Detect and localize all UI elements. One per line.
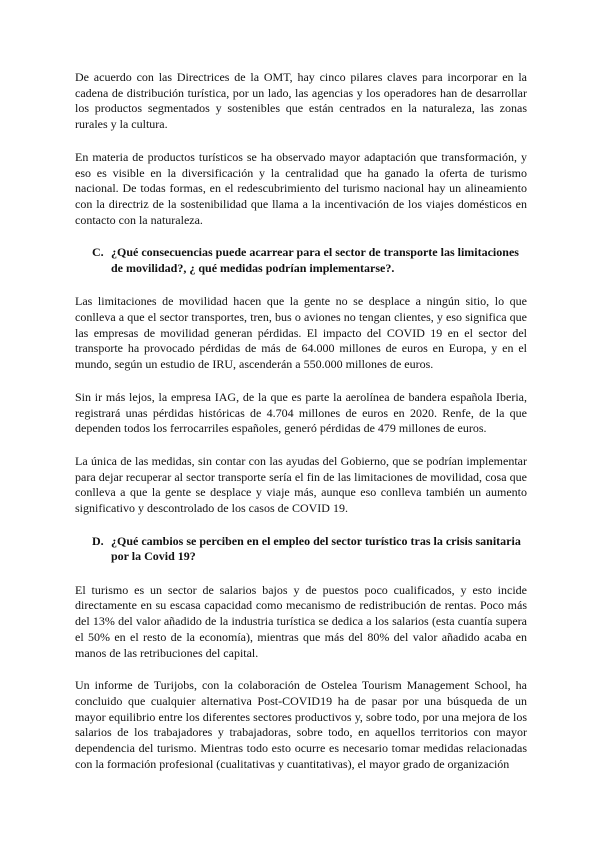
section-d-letter: D. xyxy=(92,533,104,548)
document-body xyxy=(75,70,527,790)
paragraph-medidas: La única de las medidas, sin contar con las ayudas del Gobierno, que se podrían implementar para dejar recuperar al sector transporte sería el fin de las limitaciones de movilidad, cosa que conlleva a que la gente se desplace y viaje más, aunque eso conlleva también un aumento significativo y descontrolado de los casos de COVID 19. xyxy=(75,453,527,516)
paragraph-productos-turisticos: En materia de productos turísticos se ha observado mayor adaptación que transformación, y eso es visible en la diversificación y la centralidad que ha ganado la oferta de turismo nacional. De todas formas, en el redescubrimiento del turismo nacional hay un alineamiento con la directriz de la sostenibilidad que llama a la incentivación de los viajes domésticos en contacto con la naturaleza. xyxy=(75,149,527,227)
section-c-heading xyxy=(75,245,527,276)
paragraph-salarios-turismo: El turismo es un sector de salarios bajos y de puestos poco cualificados, y esto incide directamente en su escasa capacidad como mecanismo de redistribución de rentas. Poco más del 13% del valor añadido de la industria turística se dedica a los salarios (esta cuantía supera el 50% en el resto de la economía), mientras que más del 80% del valor añadido acaba en manos de las retribuciones del capital. xyxy=(75,582,527,660)
section-d-title: ¿Qué cambios se perciben en el empleo del sector turístico tras la crisis sanitaria por la Covid 19? xyxy=(111,533,521,564)
paragraph-limitaciones-movilidad: Las limitaciones de movilidad hacen que la gente no se desplace a ningún sitio, lo que conlleva a que el sector transportes, tren, bus o aviones no tengan clientes, y eso significa que las empresas de movilidad generan pérdidas. El impacto del COVID 19 en el sector del transporte ha provocado pérdidas de más de 64.000 millones de euros en Europa, y en el mundo, según un estudio de IRU, ascenderán a 550.000 millones de euros. xyxy=(75,294,527,372)
paragraph-omt-directrices: De acuerdo con las Directrices de la OMT, hay cinco pilares claves para incorporar en la cadena de distribución turística, por un lado, las agencias y los operadores han de desarrollar los productos segmentados y sostenibles que están centrados en la naturaleza, las zonas rurales y la cultura. xyxy=(75,70,527,132)
section-c-letter: C. xyxy=(92,245,104,260)
section-d-heading xyxy=(75,534,527,565)
paragraph-iag-renfe: Sin ir más lejos, la empresa IAG, de la que es parte la aerolínea de bandera española Iberia, registrará unas pérdidas históricas de 4.704 millones de euros en 2020. Renfe, de la que dependen todos los ferrocarriles españoles, generó pérdidas de 479 millones de euros. xyxy=(75,389,527,436)
section-c-title: ¿Qué consecuencias puede acarrear para el sector de transporte las limitaciones de movilidad?, ¿ qué medidas podrían implementarse?. xyxy=(111,245,519,275)
paragraph-informe-turijobs: Un informe de Turijobs, con la colaboración de Ostelea Tourism Management School, ha concluido que cualquier alternativa Post-COVID19 ha de pasar por una búsqueda de un mayor equilibrio entre los diferentes sectores productivos y, sobre todo, por una mejora de los salarios de los trabajadores y trabajadoras, sobre todo, en aquellos territorios con mayor dependencia del turismo. Mientras todo esto ocurre es necesario tomar medidas relacionadas con la formación profesional (cualitativas y cuantitativas), el mayor grado de organización xyxy=(75,678,527,771)
